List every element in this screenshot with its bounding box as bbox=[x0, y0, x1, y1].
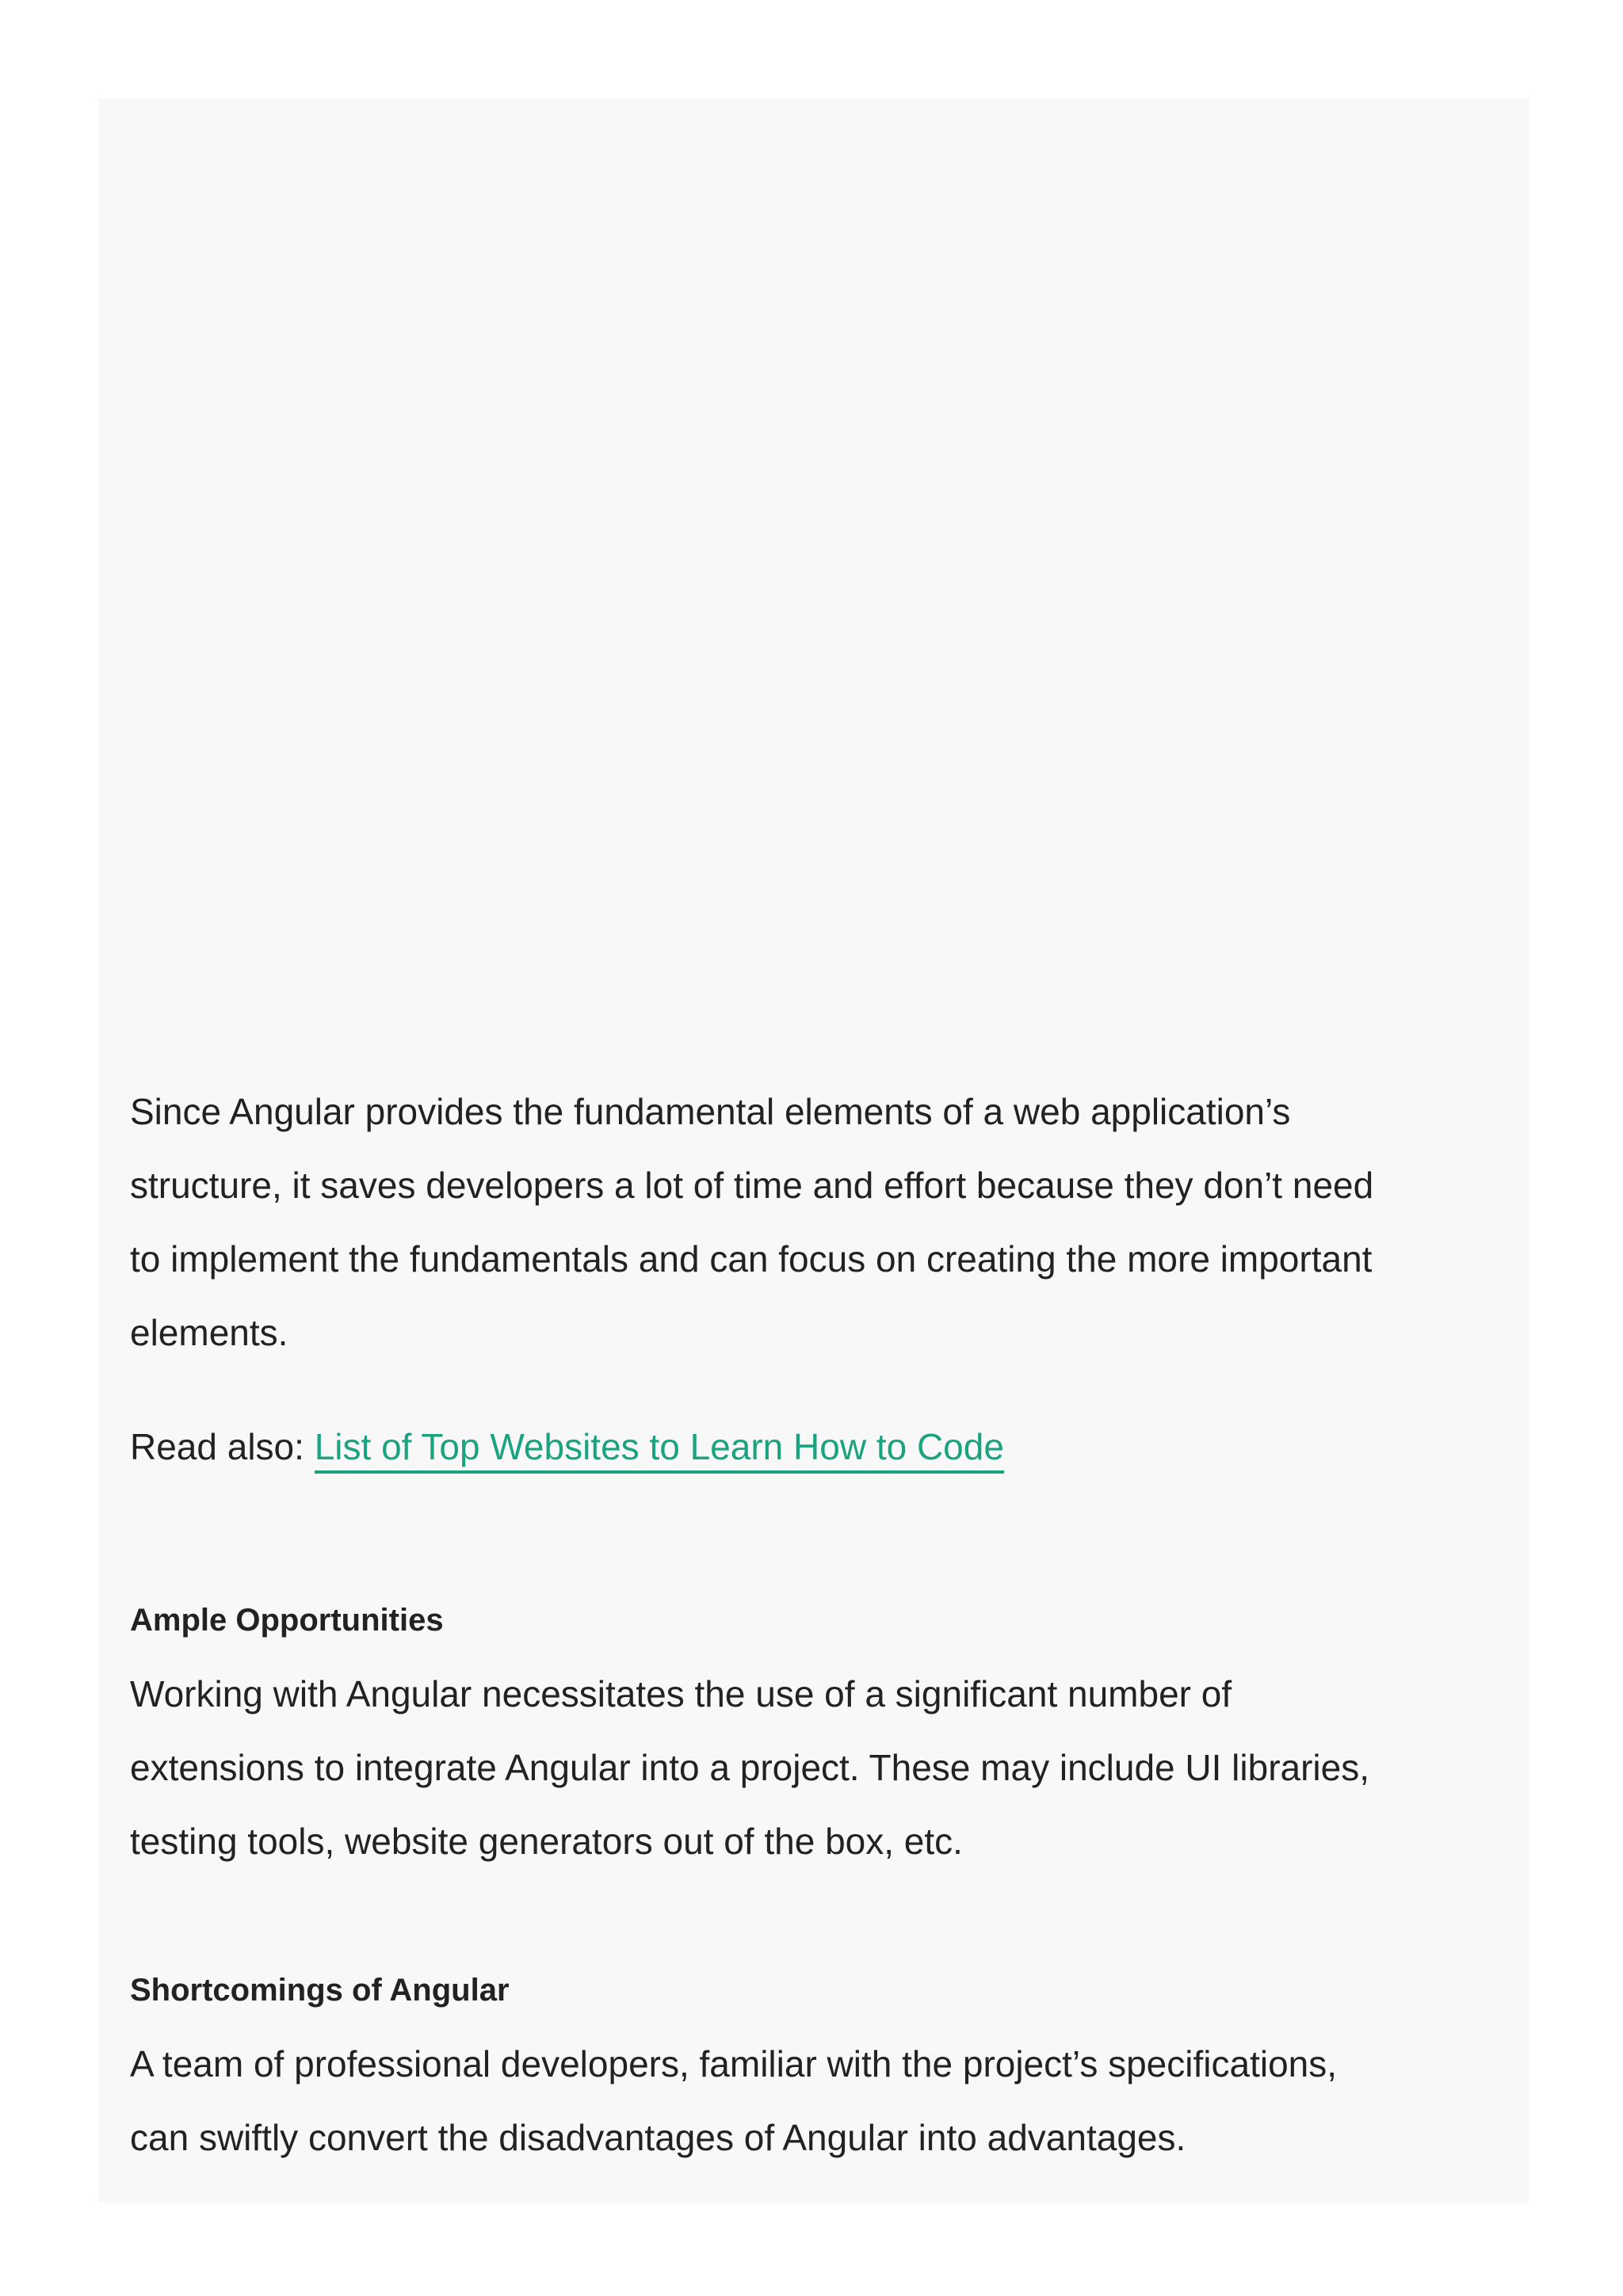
paragraph-shortcomings bbox=[130, 2027, 1509, 2175]
paragraph-ample-opportunities bbox=[130, 1657, 1509, 1878]
paragraph-line: can swiftly convert the disadvantages of Angular into advantages. bbox=[130, 2117, 1186, 2158]
read-also-prefix: Read also: bbox=[130, 1426, 315, 1467]
paragraph-line: Working with Angular necessitates the use of a significant number of bbox=[130, 1673, 1232, 1714]
paragraph-line: structure, it saves developers a lot of time and effort because they don’t need bbox=[130, 1165, 1374, 1206]
article-image-area bbox=[98, 98, 1529, 1049]
heading-ample-opportunities: Ample Opportunities bbox=[130, 1603, 444, 1638]
read-also-line bbox=[130, 1410, 1509, 1484]
article-content-panel bbox=[98, 98, 1529, 2203]
heading-shortcomings-of-angular: Shortcomings of Angular bbox=[130, 1973, 510, 2008]
paragraph-line: elements. bbox=[130, 1312, 288, 1353]
paragraph-line: A team of professional developers, familiar with the project’s specifications, bbox=[130, 2043, 1338, 2084]
paragraph-angular-fundamentals bbox=[130, 1075, 1509, 1370]
read-also-link[interactable]: List of Top Websites to Learn How to Code bbox=[315, 1426, 1004, 1474]
paragraph-line: to implement the fundamentals and can focus on creating the more important bbox=[130, 1238, 1373, 1280]
paragraph-line: testing tools, website generators out of the box, etc. bbox=[130, 1821, 963, 1862]
paragraph-line: extensions to integrate Angular into a project. These may include UI libraries, bbox=[130, 1747, 1369, 1788]
paragraph-line: Since Angular provides the fundamental elements of a web application’s bbox=[130, 1091, 1291, 1132]
